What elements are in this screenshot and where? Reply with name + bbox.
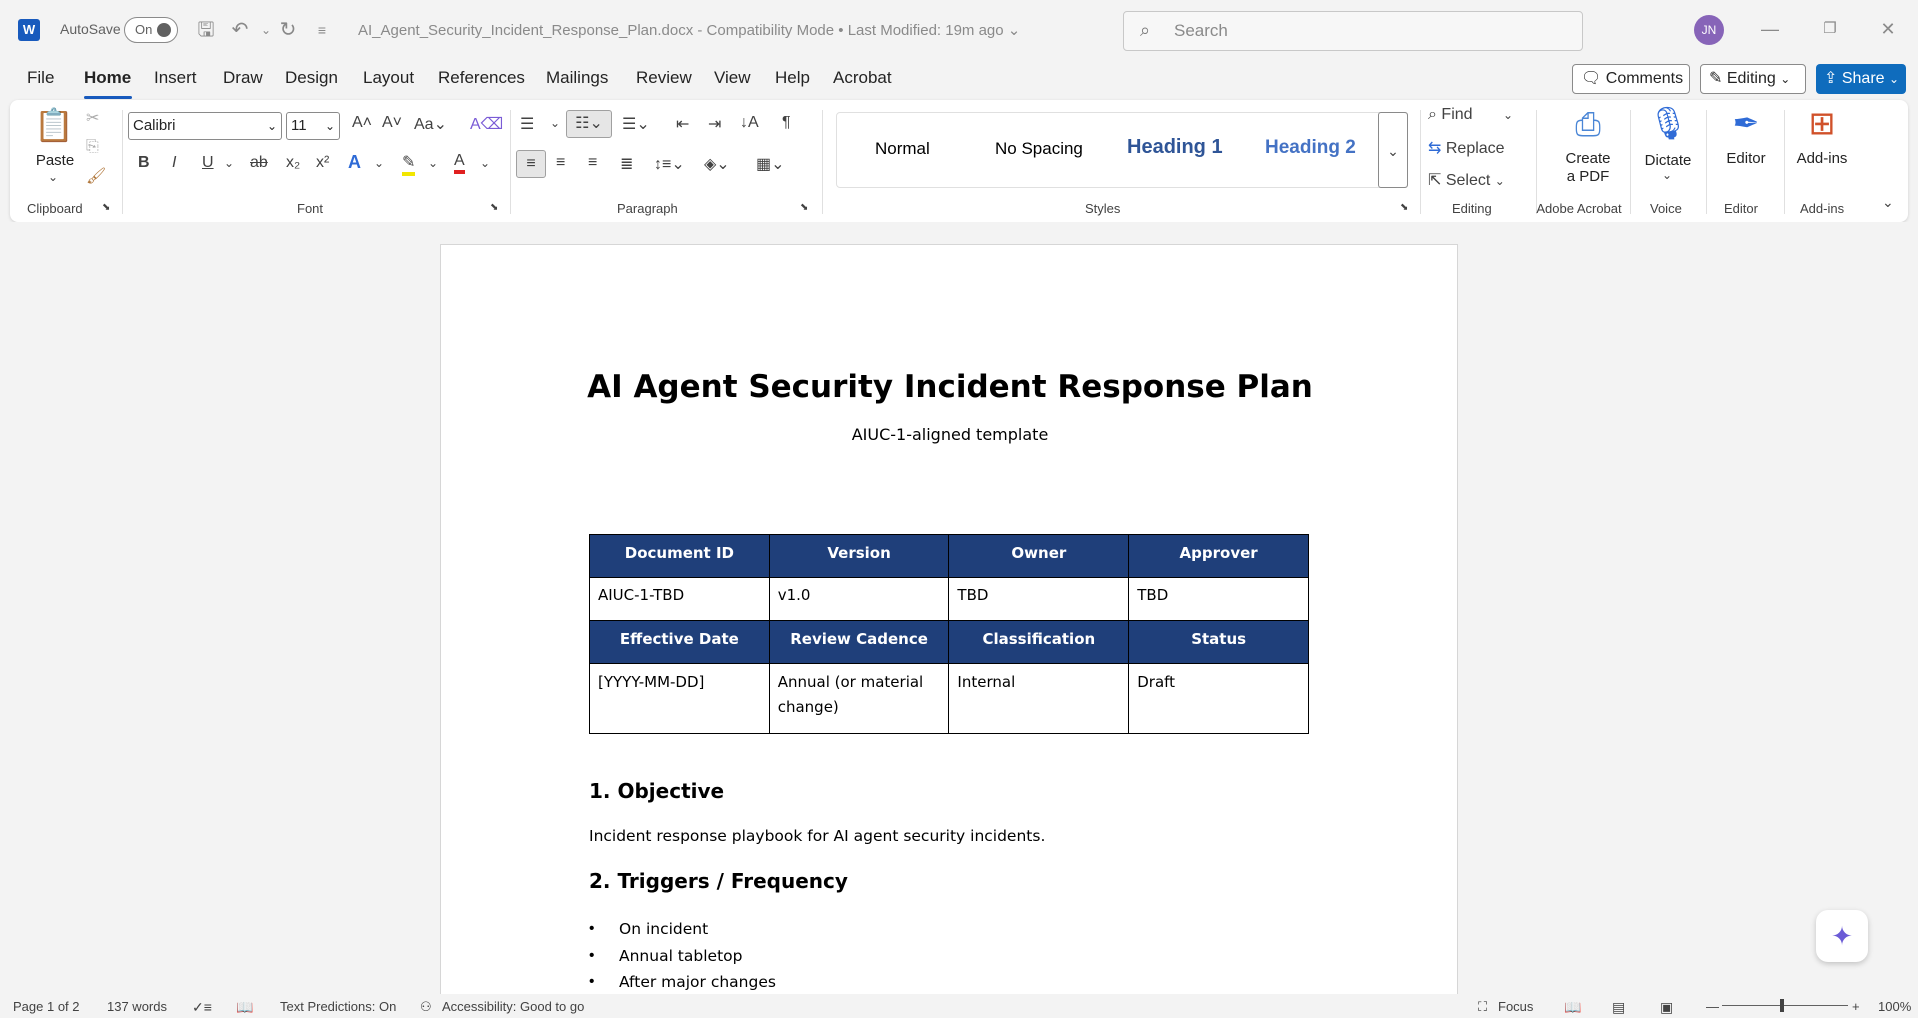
- underline-icon[interactable]: U: [202, 154, 214, 171]
- select-icon: ⇱: [1428, 172, 1442, 189]
- font-color-chevron-icon[interactable]: ⌄: [480, 156, 491, 170]
- group-separator: [1706, 110, 1707, 214]
- section-1-text: Incident response playbook for AI agent security incidents.: [589, 827, 1046, 845]
- clipboard-launcher-icon[interactable]: ⬊: [102, 202, 111, 213]
- replace-button[interactable]: [1428, 138, 1505, 158]
- tab-view[interactable]: View: [714, 68, 751, 87]
- replace-icon: ⇆: [1428, 140, 1442, 157]
- style-normal[interactable]: Normal: [875, 139, 930, 158]
- tab-layout[interactable]: Layout: [363, 68, 415, 87]
- paste-icon[interactable]: 📋: [34, 107, 74, 143]
- paste-chevron-icon[interactable]: ⌄: [48, 170, 59, 184]
- tab-review[interactable]: Review: [636, 68, 692, 87]
- styles-launcher-icon[interactable]: ⬊: [1400, 202, 1409, 213]
- table-header-cell: Status: [1129, 621, 1309, 664]
- chevron-down-icon: ⌄: [1780, 72, 1791, 86]
- status-bar: [0, 994, 1918, 1018]
- group-separator: [822, 110, 823, 214]
- group-separator: [122, 110, 123, 214]
- table-header-cell: Review Cadence: [769, 621, 949, 664]
- create-pdf-label-line2[interactable]: a PDF: [1566, 168, 1610, 185]
- bullet-icon: •: [589, 920, 595, 937]
- font-size-value: 11: [291, 117, 307, 134]
- table-cell: Draft: [1129, 664, 1309, 734]
- document-page[interactable]: [440, 244, 1458, 994]
- search-input[interactable]: [1123, 11, 1583, 51]
- title-bar: [0, 0, 1918, 58]
- tab-references[interactable]: References: [438, 68, 525, 87]
- addins-group-label: Add-ins: [1800, 201, 1845, 216]
- print-layout-icon[interactable]: ▤: [1612, 999, 1626, 1015]
- align-left-icon[interactable]: ≡: [516, 150, 546, 178]
- document-meta-table: [589, 534, 1309, 734]
- list-item: Annual tabletop: [619, 947, 743, 965]
- toggle-knob: [157, 23, 171, 37]
- show-formatting-icon[interactable]: ¶: [782, 114, 791, 131]
- word-count[interactable]: 137 words: [107, 999, 167, 1014]
- share-button[interactable]: [1816, 64, 1906, 94]
- menu-bar: [0, 58, 1918, 100]
- web-layout-icon[interactable]: ▣: [1660, 999, 1674, 1015]
- active-tab-indicator: [84, 96, 132, 99]
- editor-label[interactable]: Editor: [1726, 150, 1766, 167]
- paragraph-launcher-icon[interactable]: ⬊: [800, 202, 809, 213]
- style-heading-1[interactable]: Heading 1: [1127, 136, 1223, 158]
- font-size-chevron-icon: ⌄: [324, 119, 335, 133]
- numbering-icon[interactable]: ☷⌄: [566, 110, 612, 138]
- tab-file[interactable]: File: [27, 68, 55, 87]
- bullets-icon[interactable]: ☰: [520, 116, 535, 133]
- page-info[interactable]: Page 1 of 2: [13, 999, 80, 1014]
- multilevel-list-icon[interactable]: ☰⌄: [622, 116, 650, 133]
- editing-group-label: Editing: [1452, 201, 1492, 216]
- shrink-font-icon[interactable]: A˅: [382, 114, 403, 131]
- document-canvas[interactable]: [0, 222, 1918, 994]
- styles-gallery: [836, 112, 1408, 188]
- font-group-label: Font: [297, 201, 324, 216]
- table-cell: AIUC-1-TBD: [590, 578, 770, 621]
- addins-icon[interactable]: ⊞: [1808, 105, 1836, 141]
- find-chevron-icon: ⌄: [1503, 108, 1514, 122]
- format-painter-icon[interactable]: 🖌: [86, 168, 107, 185]
- focus-icon: ⛶: [1478, 999, 1488, 1014]
- font-launcher-icon[interactable]: ⬊: [490, 202, 499, 213]
- table-header-cell: Classification: [949, 621, 1129, 664]
- read-mode-icon[interactable]: 📖: [1564, 999, 1582, 1015]
- tab-draw[interactable]: Draw: [223, 68, 263, 87]
- group-separator: [510, 110, 511, 214]
- word-logo-icon: W: [18, 19, 40, 41]
- search-placeholder: Search: [1174, 21, 1228, 40]
- undo-dropdown-chevron-icon[interactable]: ⌄: [260, 23, 272, 37]
- comments-button[interactable]: [1572, 64, 1690, 94]
- bullet-icon: •: [589, 973, 595, 990]
- cut-icon[interactable]: ✂: [86, 110, 100, 127]
- section-2-heading: 2. Triggers / Frequency: [589, 869, 848, 893]
- group-separator: [1630, 110, 1631, 214]
- select-chevron-icon: ⌄: [1494, 174, 1505, 188]
- table-header-cell: Approver: [1129, 535, 1309, 578]
- minimize-icon[interactable]: —: [1761, 19, 1779, 39]
- table-header-cell: Version: [769, 535, 949, 578]
- microphone-icon[interactable]: 🎙: [1648, 105, 1689, 141]
- select-button[interactable]: [1428, 170, 1505, 190]
- line-spacing-icon[interactable]: ↕≡⌄: [654, 156, 685, 173]
- tab-home[interactable]: Home: [84, 68, 132, 87]
- borders-icon[interactable]: ▦⌄: [756, 156, 785, 173]
- undo-icon[interactable]: ↶: [231, 19, 249, 41]
- zoom-level[interactable]: 100%: [1878, 999, 1912, 1014]
- shading-icon[interactable]: ◈⌄: [704, 156, 730, 173]
- save-icon[interactable]: 🖫: [197, 19, 215, 41]
- clipboard-group-label: Clipboard: [27, 201, 83, 216]
- create-pdf-label-line1[interactable]: Create: [1565, 150, 1611, 167]
- addins-label[interactable]: Add-ins: [1796, 150, 1848, 167]
- table-cell: v1.0: [769, 578, 949, 621]
- text-predictions[interactable]: Text Predictions: On: [280, 999, 397, 1014]
- list-item: On incident: [619, 920, 709, 938]
- change-case-icon[interactable]: Aa⌄: [414, 116, 447, 133]
- comments-label: Comments: [1605, 70, 1684, 87]
- italic-icon[interactable]: I: [172, 154, 177, 171]
- section-1-heading: 1. Objective: [589, 779, 725, 803]
- copilot-icon[interactable]: ✦: [1816, 910, 1868, 962]
- bullet-icon: •: [589, 947, 595, 964]
- proofing-icon[interactable]: ✓≡: [192, 999, 212, 1015]
- table-header-cell: Effective Date: [590, 621, 770, 664]
- table-row: [590, 664, 1309, 734]
- dictate-label[interactable]: Dictate: [1644, 152, 1692, 169]
- share-chevron-icon: ⌄: [1889, 72, 1900, 86]
- table-cell: Internal: [949, 664, 1129, 734]
- font-name-chevron-icon: ⌄: [266, 119, 277, 133]
- zoom-slider-track[interactable]: [1722, 1005, 1848, 1006]
- grow-font-icon[interactable]: A˄: [352, 114, 373, 131]
- text-effects-icon[interactable]: A: [348, 152, 361, 172]
- read-aloud-icon[interactable]: 📖: [236, 999, 254, 1015]
- customize-qat-icon[interactable]: ≡: [317, 22, 327, 38]
- comment-icon: 🗨: [1581, 70, 1602, 87]
- group-separator: [1784, 110, 1785, 214]
- share-label: Share: [1841, 70, 1885, 87]
- table-cell: TBD: [949, 578, 1129, 621]
- acrobat-group-label: Adobe Acrobat: [1536, 201, 1622, 216]
- table-row: [590, 535, 1309, 578]
- find-button[interactable]: [1428, 106, 1513, 124]
- font-name-select[interactable]: [128, 112, 282, 140]
- table-cell: Annual (or material change): [769, 664, 949, 734]
- zoom-in-icon[interactable]: +: [1852, 999, 1860, 1014]
- styles-more-chevron-icon[interactable]: ⌄: [1378, 112, 1408, 188]
- align-center-icon[interactable]: ≡: [556, 154, 566, 171]
- font-color-icon[interactable]: A: [454, 152, 465, 174]
- style-heading-2[interactable]: Heading 2: [1265, 137, 1356, 158]
- tab-mailings[interactable]: Mailings: [546, 68, 609, 87]
- accessibility-icon: ⚇: [420, 999, 432, 1014]
- find-label: Find: [1441, 106, 1473, 123]
- list-item: After major changes: [619, 973, 776, 991]
- paste-label[interactable]: Paste: [35, 152, 75, 169]
- document-subtitle: AIUC-1-aligned template: [851, 425, 1049, 444]
- align-right-icon[interactable]: ≡: [588, 154, 598, 171]
- text-effects-chevron-icon[interactable]: ⌄: [374, 156, 385, 170]
- ribbon-collapse-chevron-icon[interactable]: ⌄: [1882, 194, 1894, 210]
- document-title[interactable]: AI_Agent_Security_Incident_Response_Plan.docx - Compatibility Mode • Last Modified: 19m ago ⌄: [358, 22, 1021, 39]
- autosave-toggle[interactable]: [124, 17, 178, 43]
- copy-icon[interactable]: ⎘: [86, 138, 99, 155]
- increase-indent-icon[interactable]: ⇥: [708, 116, 722, 133]
- group-separator: [1536, 110, 1537, 214]
- tab-help[interactable]: Help: [775, 68, 810, 87]
- table-cell: [YYYY-MM-DD]: [590, 664, 770, 734]
- paragraph-group-label: Paragraph: [617, 201, 678, 216]
- focus-label[interactable]: Focus: [1498, 999, 1534, 1014]
- find-icon: ⌕: [1428, 106, 1437, 123]
- table-cell: TBD: [1129, 578, 1309, 621]
- strikethrough-icon[interactable]: ab: [250, 154, 268, 171]
- document-title-heading: AI Agent Security Incident Response Plan: [587, 369, 1313, 405]
- avatar[interactable]: JN: [1694, 15, 1724, 45]
- replace-label: Replace: [1445, 140, 1505, 157]
- autosave-state: On: [135, 22, 153, 37]
- styles-group-label: Styles: [1085, 201, 1121, 216]
- table-row: [590, 621, 1309, 664]
- table-header-cell: Document ID: [590, 535, 770, 578]
- highlight-icon[interactable]: ✎: [402, 152, 415, 176]
- decrease-indent-icon[interactable]: ⇤: [676, 116, 690, 133]
- select-label: Select: [1445, 172, 1491, 189]
- restore-icon[interactable]: ❐: [1823, 20, 1837, 37]
- subscript-icon[interactable]: x₂: [286, 154, 301, 171]
- bullets-chevron-icon[interactable]: ⌄: [550, 116, 561, 130]
- create-pdf-icon[interactable]: ⎙: [1575, 106, 1601, 142]
- clear-formatting-icon[interactable]: A⌫: [470, 116, 504, 133]
- accessibility-status[interactable]: Accessibility: Good to go: [442, 999, 585, 1014]
- table-row: [590, 578, 1309, 621]
- editor-icon[interactable]: ✒: [1732, 105, 1760, 141]
- close-icon[interactable]: ✕: [1880, 19, 1896, 39]
- superscript-icon[interactable]: x²: [316, 154, 330, 171]
- ribbon: [10, 100, 1908, 222]
- dictate-chevron-icon[interactable]: ⌄: [1662, 168, 1673, 182]
- font-size-select[interactable]: [286, 112, 340, 140]
- group-separator: [1420, 110, 1421, 214]
- search-icon: ⌕: [1140, 20, 1151, 40]
- autosave-label: AutoSave: [60, 21, 121, 37]
- style-no-spacing[interactable]: No Spacing: [995, 139, 1083, 158]
- pencil-icon: ✎: [1709, 70, 1723, 87]
- table-header-cell: Owner: [949, 535, 1129, 578]
- tab-insert[interactable]: Insert: [154, 68, 197, 87]
- zoom-out-icon[interactable]: —: [1706, 999, 1719, 1014]
- zoom-slider-thumb[interactable]: [1780, 999, 1784, 1012]
- bold-icon[interactable]: B: [138, 154, 150, 171]
- tab-acrobat[interactable]: Acrobat: [833, 68, 892, 87]
- highlight-chevron-icon[interactable]: ⌄: [428, 156, 439, 170]
- voice-group-label: Voice: [1650, 201, 1682, 216]
- editor-group-label: Editor: [1724, 201, 1758, 216]
- share-icon: ⇪: [1824, 70, 1838, 87]
- underline-chevron-icon[interactable]: ⌄: [224, 156, 235, 170]
- redo-icon[interactable]: ↻: [279, 19, 297, 41]
- justify-icon[interactable]: ≣: [620, 156, 634, 173]
- sort-icon[interactable]: ↓A: [740, 114, 759, 131]
- editing-label: Editing: [1726, 70, 1776, 87]
- editing-mode-button[interactable]: [1700, 64, 1806, 94]
- tab-design[interactable]: Design: [285, 68, 338, 87]
- font-name-value: Calibri: [133, 117, 176, 134]
